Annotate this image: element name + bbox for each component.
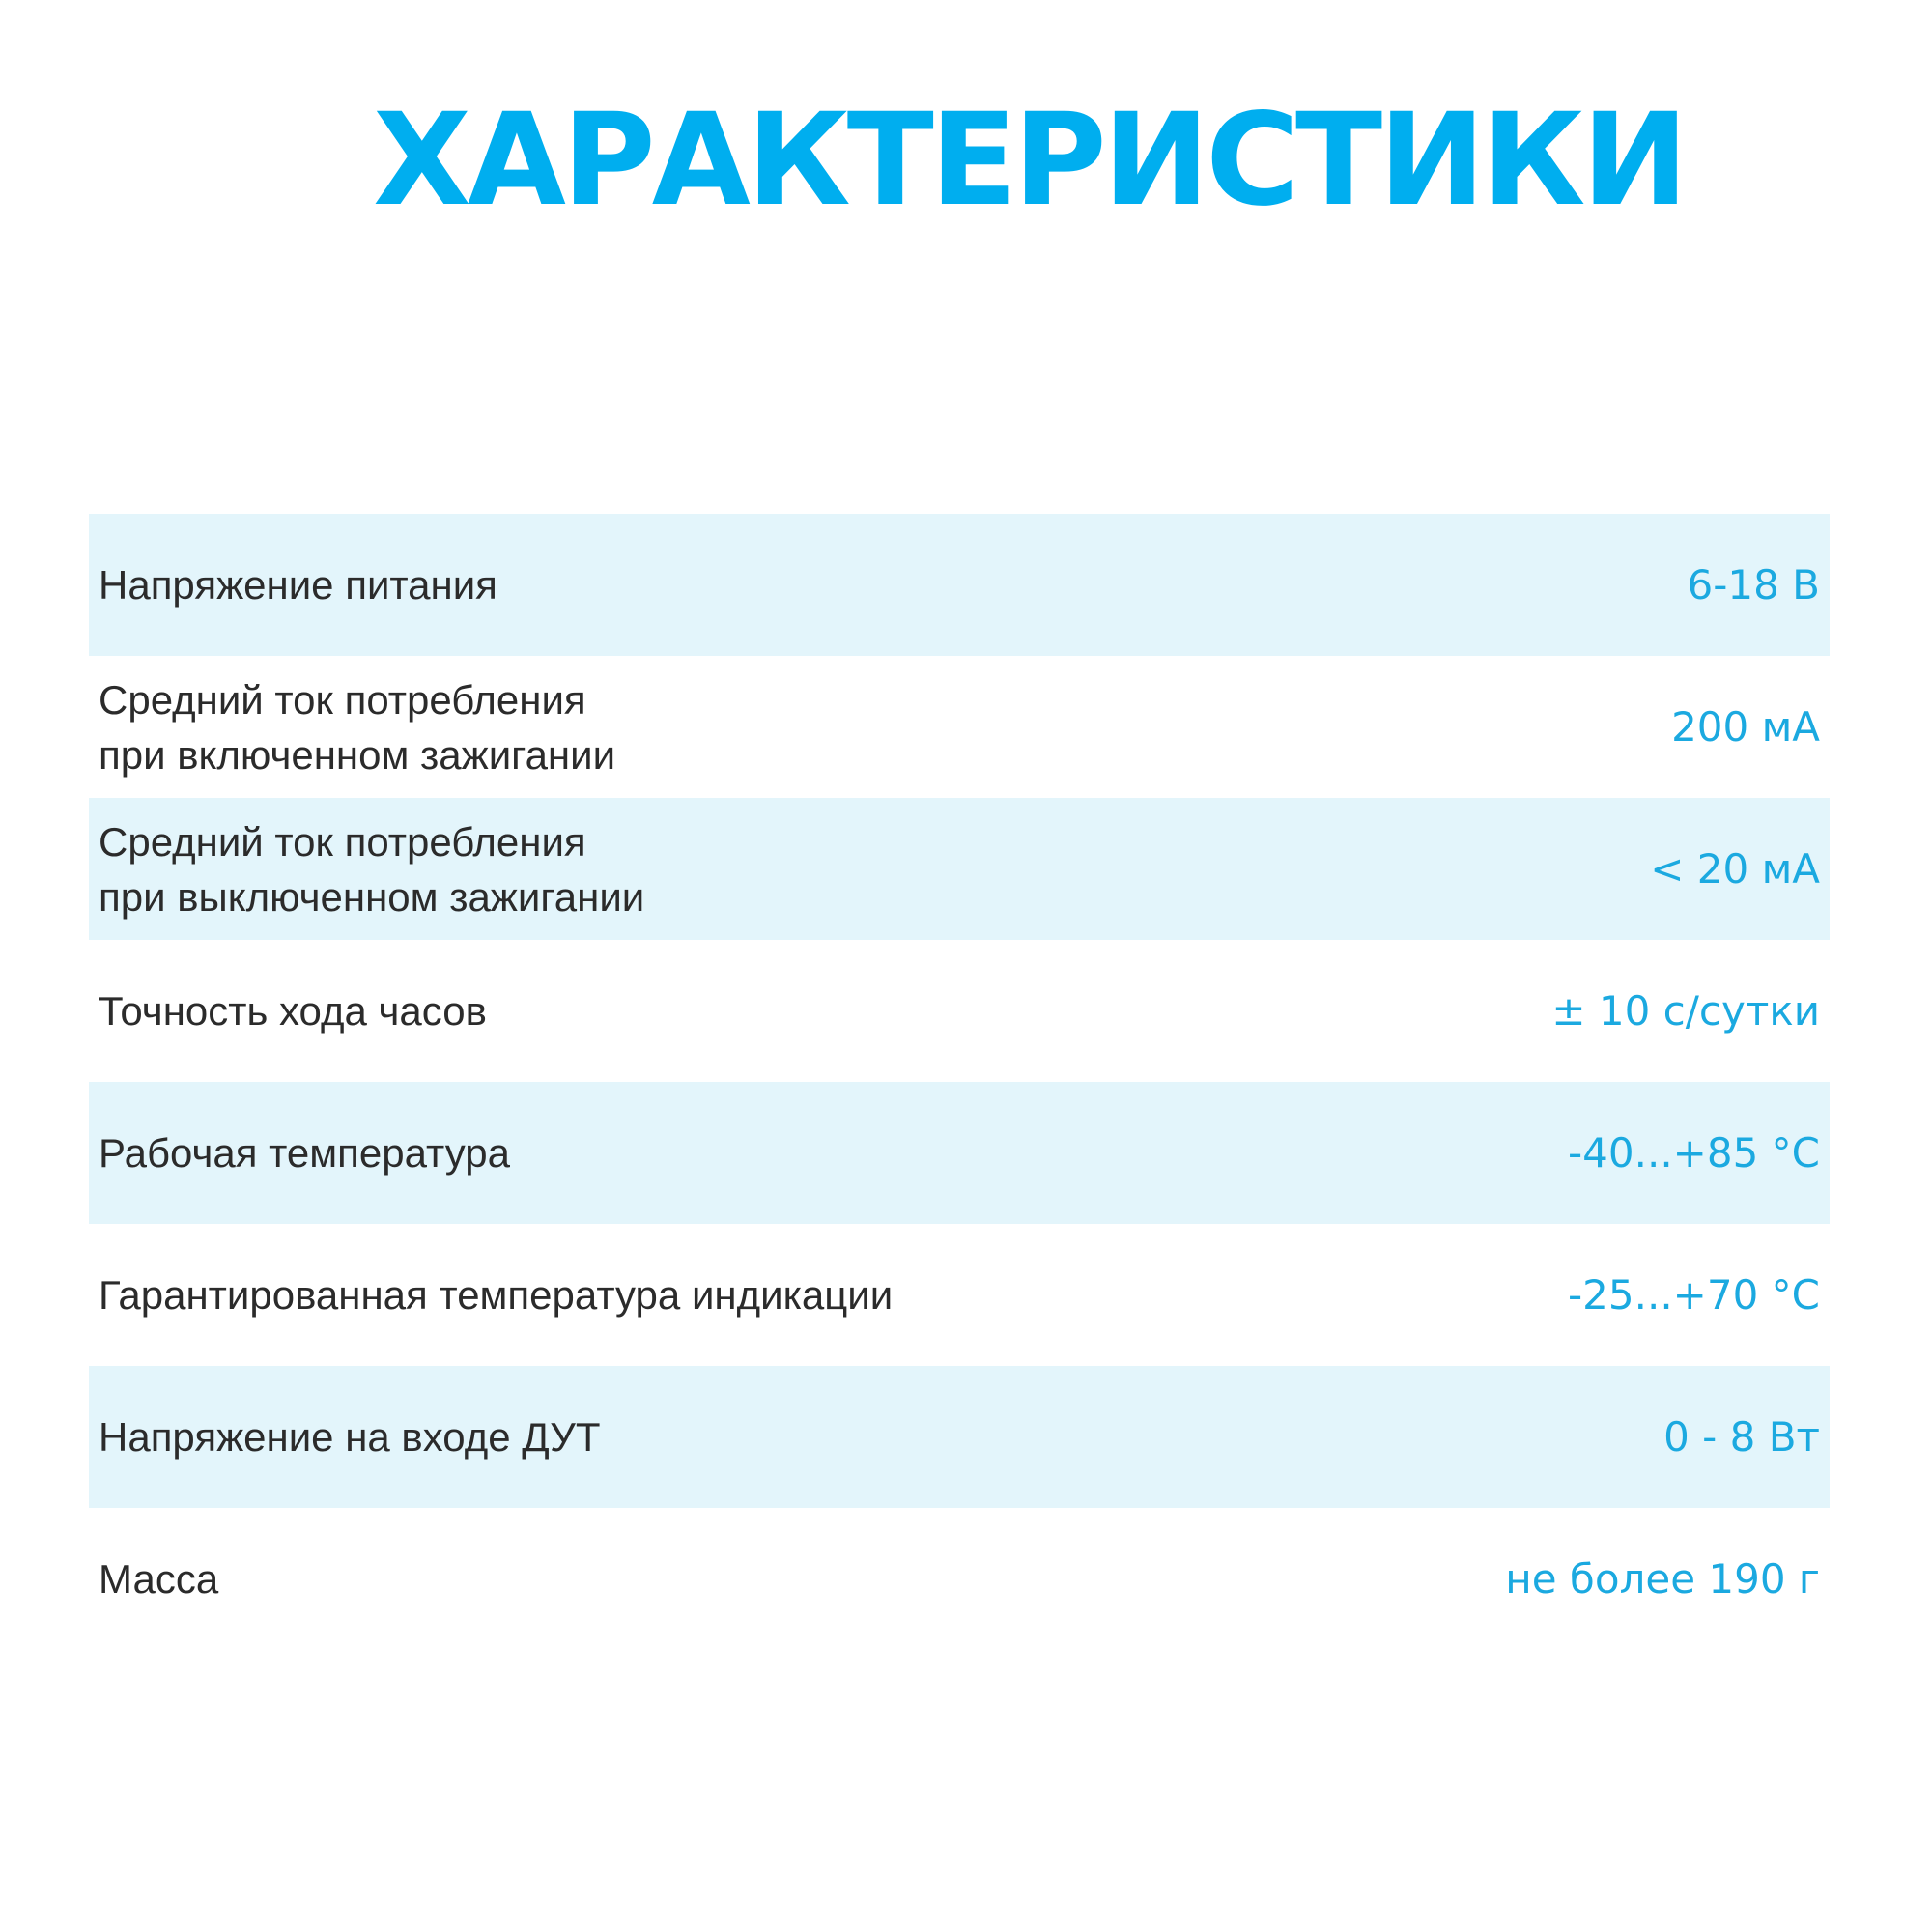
spec-value: 0 - 8 Вт bbox=[1663, 1413, 1820, 1461]
spec-value: не более 190 г bbox=[1505, 1555, 1820, 1603]
spec-table bbox=[89, 514, 1830, 1650]
spec-row-supply-voltage bbox=[89, 514, 1830, 656]
spec-value: 6-18 В bbox=[1687, 561, 1820, 609]
spec-value: -40...+85 °С bbox=[1568, 1129, 1820, 1177]
spec-value: -25...+70 °С bbox=[1568, 1271, 1820, 1319]
spec-label: Средний ток потребления при включенном зажигании bbox=[99, 676, 616, 778]
page-title: ХАРАКТЕРИСТИКИ bbox=[373, 86, 1685, 235]
spec-row-current-ignition-off bbox=[89, 798, 1830, 940]
spec-label: Гарантированная температура индикации bbox=[99, 1272, 894, 1318]
spec-label: Рабочая температура bbox=[99, 1130, 510, 1176]
spec-row-operating-temperature bbox=[89, 1082, 1830, 1224]
spec-value: 200 мА bbox=[1671, 703, 1820, 751]
spec-label: Точность хода часов bbox=[99, 988, 487, 1034]
spec-label: Масса bbox=[99, 1556, 219, 1602]
spec-row-display-temperature bbox=[89, 1224, 1830, 1366]
spec-label: Средний ток потребления при выключенном зажигании bbox=[99, 818, 645, 920]
spec-row-fuel-sensor-voltage bbox=[89, 1366, 1830, 1508]
spec-label: Напряжение на входе ДУТ bbox=[99, 1414, 601, 1460]
spec-row-mass bbox=[89, 1508, 1830, 1650]
spec-value: ± 10 с/сутки bbox=[1551, 987, 1820, 1035]
spec-row-current-ignition-on bbox=[89, 656, 1830, 798]
spec-value: < 20 мА bbox=[1650, 845, 1820, 893]
spec-label: Напряжение питания bbox=[99, 562, 497, 608]
spec-row-clock-accuracy bbox=[89, 940, 1830, 1082]
